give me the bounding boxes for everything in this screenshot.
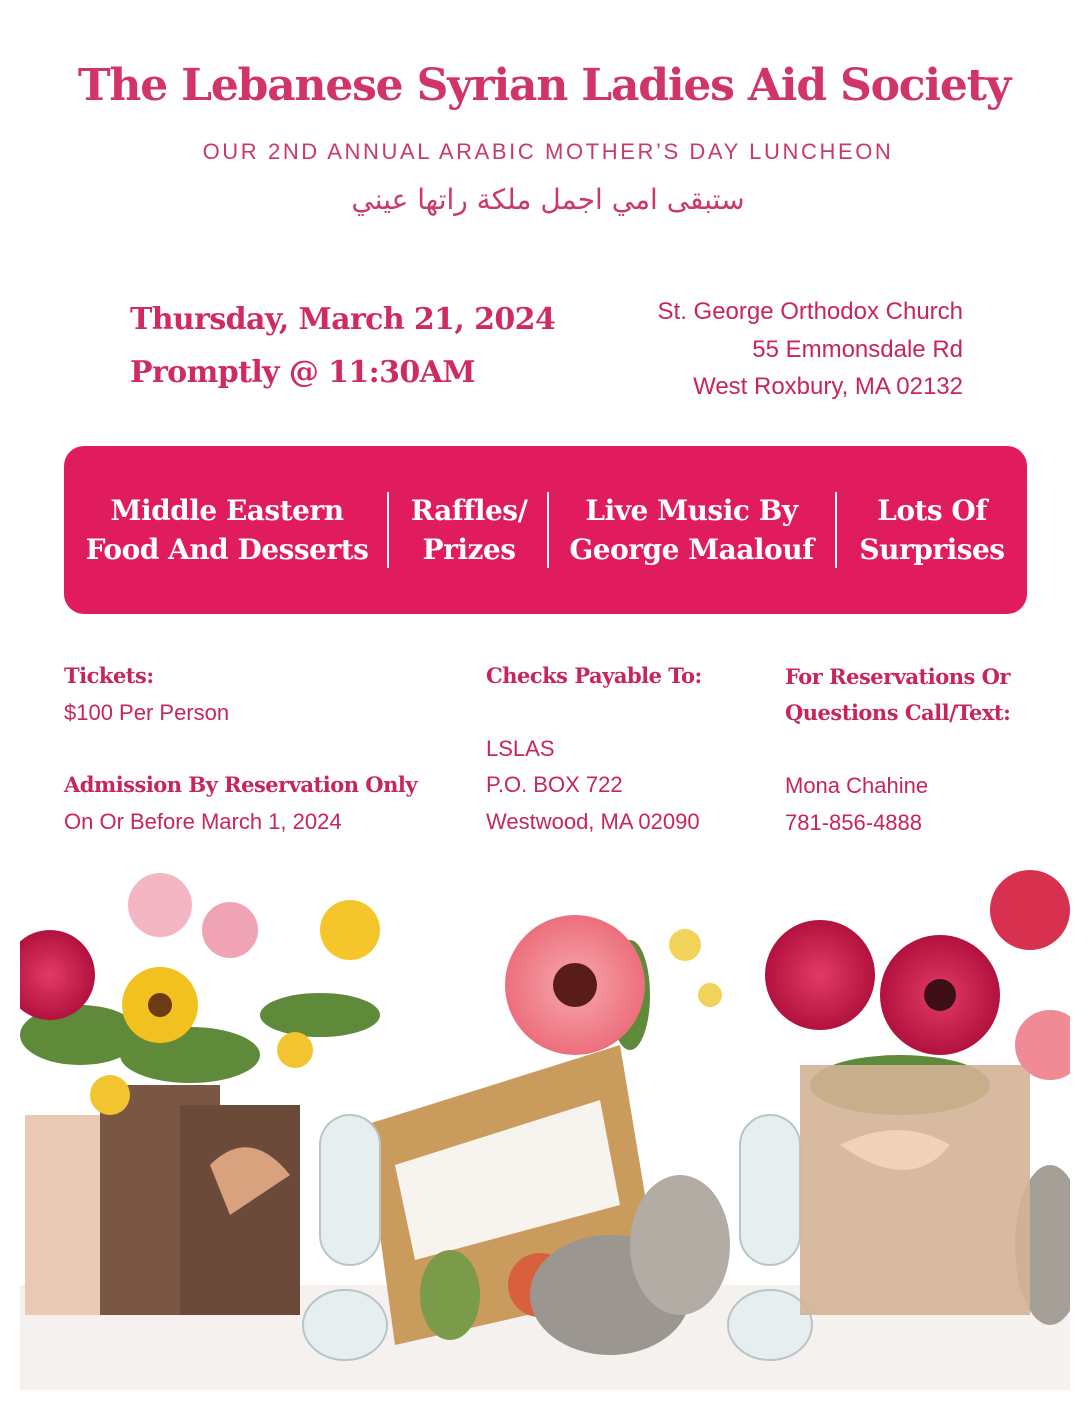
- admission-label: Admission By Reservation Only: [64, 772, 418, 797]
- checks-payee: LSLAS: [486, 736, 555, 761]
- feature-food-line1: Middle Eastern: [110, 494, 344, 527]
- feature-food-line2: Food And Desserts: [85, 533, 369, 566]
- venue-street: 55 Emmonsdale Rd: [752, 336, 963, 363]
- feature-music-line1: Live Music By: [585, 494, 798, 527]
- feature-music-line2: George Maalouf: [569, 533, 814, 566]
- checks-box: P.O. BOX 722: [486, 772, 623, 797]
- feature-raffles-line1: Raffles/: [410, 494, 528, 527]
- reservations-label-line2: Questions Call/Text:: [785, 700, 1011, 725]
- flower-arrangement-image: [20, 865, 1070, 1390]
- reservations-phone: 781-856-4888: [785, 810, 923, 835]
- feature-raffles-line2: Prizes: [422, 533, 516, 566]
- event-subtitle: OUR 2ND ANNUAL ARABIC MOTHER’S DAY LUNCHEON: [202, 139, 894, 164]
- feature-surprises-line2: Surprises: [859, 533, 1005, 566]
- feature-surprises-line1: Lots Of: [877, 494, 987, 527]
- reservations-contact: Mona Chahine: [785, 773, 929, 798]
- event-date: Thursday, March 21, 2024: [130, 302, 556, 337]
- checks-label: Checks Payable To:: [486, 663, 702, 688]
- reservations-label-line1: For Reservations Or: [785, 664, 1010, 689]
- event-time: Promptly @ 11:30AM: [130, 355, 475, 390]
- feature-divider: [387, 492, 389, 568]
- checks-city: Westwood, MA 02090: [486, 809, 700, 834]
- features-banner: [64, 446, 1027, 614]
- feature-food: [82, 491, 372, 569]
- feature-music: [559, 491, 824, 569]
- page-title: The Lebanese Syrian Ladies Aid Society: [77, 60, 1011, 111]
- feature-surprises: [847, 491, 1017, 569]
- feature-raffles: [399, 491, 539, 569]
- feature-divider: [835, 492, 837, 568]
- admission-deadline: On Or Before March 1, 2024: [64, 809, 342, 834]
- arabic-tagline: ستبقى امي اجمل ملكة راتها عيني: [351, 183, 745, 216]
- venue-city: West Roxbury, MA 02132: [693, 373, 963, 400]
- venue-name: St. George Orthodox Church: [657, 298, 963, 325]
- feature-divider: [547, 492, 549, 568]
- ticket-price: $100 Per Person: [64, 700, 230, 725]
- tickets-label: Tickets:: [64, 663, 154, 688]
